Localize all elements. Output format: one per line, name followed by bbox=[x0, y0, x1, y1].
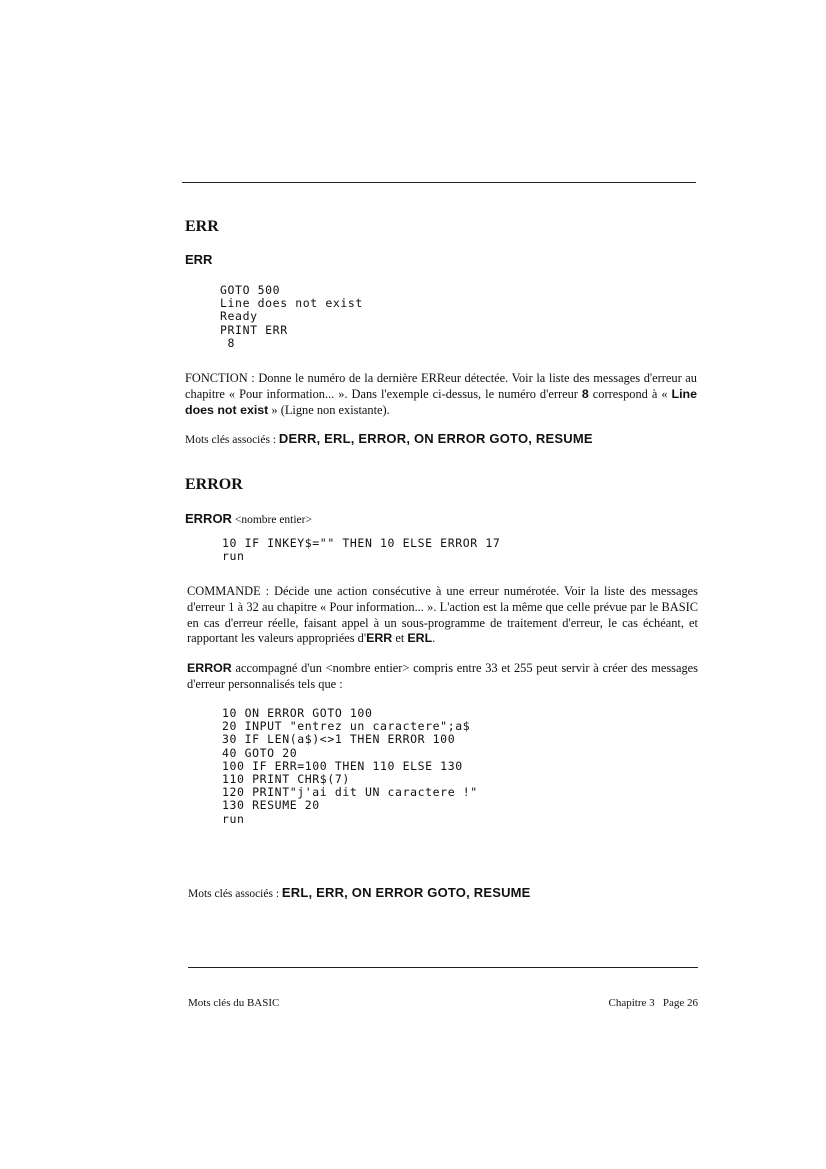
description-err: FONCTION : Donne le numéro de la dernière ERReur détectée. Voir la liste des messages d'erreur au chapitre « Pour information... ». Dans l'exemple ci-dessus, le numéro d'erreur 8 correspond à « Line does not exist » (Ligne non existante). bbox=[185, 371, 697, 417]
section-title-error: ERROR bbox=[185, 476, 243, 493]
related-keywords-error: Mots clés associés : ERL, ERR, ON ERROR GOTO, RESUME bbox=[188, 885, 531, 900]
syntax-err: ERR bbox=[185, 252, 213, 267]
syntax-error: ERROR <nombre entier> bbox=[185, 511, 312, 526]
code-example-error-2: 10 ON ERROR GOTO 100 20 INPUT "entrez un caractere";a$ 30 IF LEN(a$)<>1 THEN ERROR 100 40 GOTO 20 100 IF ERR=100 THEN 110 ELSE 130 110 PRINT CHR$(7) 120 PRINT"j'ai dit UN caractere !" 130 RESUME 20 run bbox=[222, 706, 478, 826]
desc-label: FONCTION bbox=[185, 371, 248, 385]
footer-rule bbox=[188, 967, 698, 968]
code-example-err: GOTO 500 Line does not exist Ready PRINT ERR 8 bbox=[220, 283, 363, 350]
description-error-custom: ERROR accompagné d'un <nombre entier> compris entre 33 et 255 peut servir à créer des messages d'erreur personnalisés tels que : bbox=[187, 661, 698, 691]
description-error: COMMANDE : Décide une action consécutive à une erreur numérotée. Voir la liste des messages d'erreur 1 à 32 au chapitre « Pour information... ». L'action est la même que celle prévue par le BASIC en cas d'erreur réelle, faisant appel à un sous-programme de traitement d'erreur, le cas échéant, et rapportant les valeurs appropriées d'ERR et ERL. bbox=[187, 584, 698, 646]
section-title-err: ERR bbox=[185, 218, 219, 235]
header-rule bbox=[182, 182, 696, 183]
code-example-error-1: 10 IF INKEY$="" THEN 10 ELSE ERROR 17 run bbox=[222, 536, 501, 564]
footer-right: Chapitre 3 Page 26 bbox=[608, 997, 698, 1009]
related-keywords-err: Mots clés associés : DERR, ERL, ERROR, ON ERROR GOTO, RESUME bbox=[185, 431, 593, 446]
desc-label: COMMANDE bbox=[187, 584, 261, 598]
footer-left: Mots clés du BASIC bbox=[188, 997, 280, 1009]
